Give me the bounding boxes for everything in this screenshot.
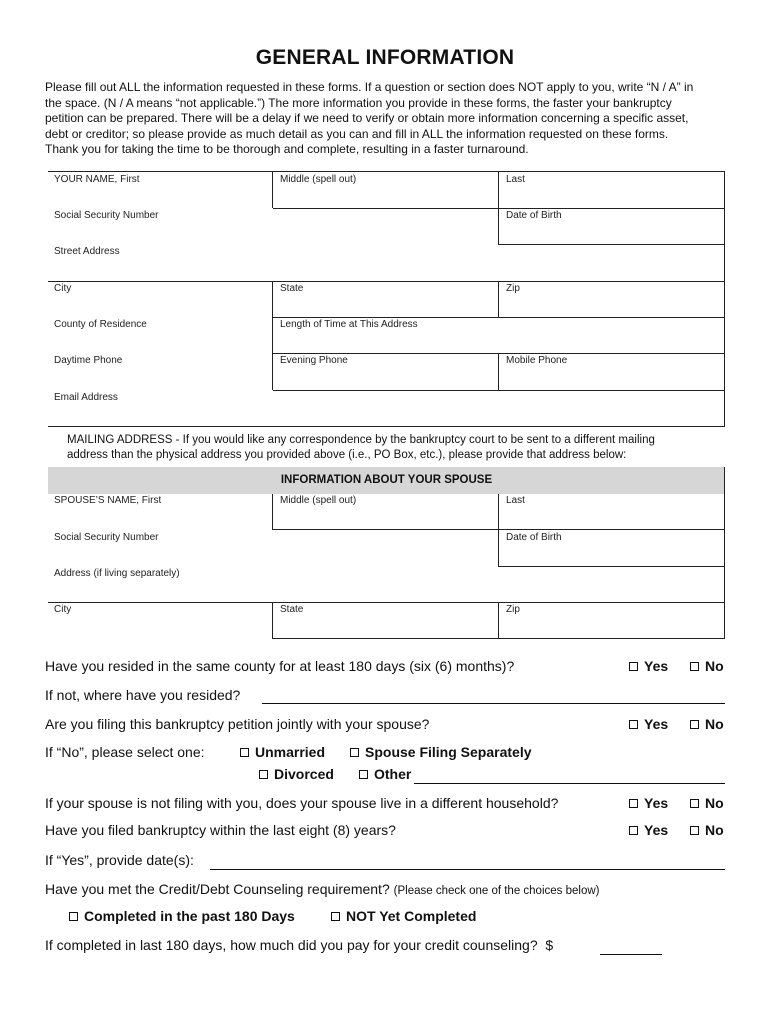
checkbox-icon	[690, 799, 699, 808]
label-spouse-zip: Zip	[506, 604, 520, 615]
question-same-county: Have you resided in the same county for at least 180 days (six (6) months)?	[45, 658, 515, 674]
label-email: Email Address	[54, 392, 118, 403]
spouse-name-last-input[interactable]	[499, 508, 724, 529]
label-length-at-address: Length of Time at This Address	[280, 319, 418, 330]
intro-line: Thank you for taking the time to be thorough and complete, resulting in a faster turnaround.	[45, 142, 529, 156]
filed-bankruptcy-yes-checkbox[interactable]: Yes	[629, 822, 668, 838]
label-county: County of Residence	[54, 319, 147, 330]
same-county-yes-checkbox[interactable]: Yes	[629, 658, 668, 674]
checkbox-icon	[629, 720, 638, 729]
other-input[interactable]	[414, 783, 725, 784]
label-spouse-name-first: SPOUSE’S NAME, First	[54, 495, 162, 506]
question-credit-counseling: Have you met the Credit/Debt Counseling requirement? (Please check one of the choices below)	[45, 881, 600, 897]
label-city: City	[54, 283, 72, 294]
question-where-resided: If not, where have you resided?	[45, 687, 241, 703]
label-spouse-city: City	[54, 604, 72, 615]
mailing-line: address than the physical address you provided above (i.e., PO Box, etc.), please provide that address below:	[67, 449, 627, 461]
checkbox-icon	[629, 799, 638, 808]
intro-line: Please fill out ALL the information requested in these forms. If a question or section does NOT apply to you, write “N / A” in	[45, 80, 694, 94]
label-zip: Zip	[506, 283, 520, 294]
spouse-name-first-input[interactable]	[48, 508, 272, 529]
label-ssn: Social Security Number	[54, 210, 159, 221]
checkbox-icon	[629, 826, 638, 835]
credit-counseling-note: (Please check one of the choices below)	[393, 885, 600, 897]
divorced-checkbox[interactable]: Divorced	[259, 766, 334, 782]
label-dob: Date of Birth	[506, 210, 562, 221]
spouse-name-middle-input[interactable]	[273, 508, 498, 529]
mailing-line: MAILING ADDRESS - If you would like any correspondence by the bankruptcy court to be sent to a different mailing	[67, 434, 655, 446]
spouse-header-title: INFORMATION ABOUT YOUR SPOUSE	[280, 474, 493, 486]
not-yet-completed-checkbox[interactable]: NOT Yet Completed	[331, 908, 476, 924]
intro-line: the space. (N / A means “not applicable.”) The more information you provide in these forms, the faster your bankruptcy	[45, 95, 672, 110]
checkbox-icon	[350, 748, 359, 757]
other-checkbox[interactable]: Other	[359, 766, 411, 782]
question-counseling-amount: If completed in last 180 days, how much did you pay for your credit counseling? $	[45, 937, 554, 953]
label-spouse-ssn: Social Security Number	[54, 532, 159, 543]
checkbox-icon	[690, 662, 699, 671]
question-filed-bankruptcy: Have you filed bankruptcy within the last eight (8) years?	[45, 822, 396, 838]
same-county-no-checkbox[interactable]: No	[690, 658, 724, 674]
label-mobile-phone: Mobile Phone	[506, 355, 568, 366]
label-your-name-first: YOUR NAME, First	[54, 174, 140, 185]
completed-180-days-checkbox[interactable]: Completed in the past 180 Days	[69, 908, 295, 924]
spouse-zip-input[interactable]	[499, 616, 724, 638]
label-daytime-phone: Daytime Phone	[54, 355, 123, 366]
checkbox-icon	[240, 748, 249, 757]
checkbox-icon	[259, 770, 268, 779]
currency-symbol: $	[545, 937, 554, 953]
filed-bankruptcy-no-checkbox[interactable]: No	[690, 822, 724, 838]
checkbox-icon	[69, 912, 78, 921]
page-title: GENERAL INFORMATION	[255, 46, 515, 69]
checkbox-icon	[331, 912, 340, 921]
label-spouse-state: State	[280, 604, 304, 615]
spouse-state-input[interactable]	[273, 616, 498, 638]
label-state: State	[280, 283, 304, 294]
question-filing-jointly: Are you filing this bankruptcy petition jointly with your spouse?	[45, 716, 430, 732]
filing-jointly-no-checkbox[interactable]: No	[690, 716, 724, 732]
intro-line: petition can be prepared. There will be a delay if we need to verify or obtain more information concerning a specific asset,	[45, 111, 689, 125]
label-spouse-address: Address (if living separately)	[54, 568, 180, 579]
label-spouse-last: Last	[506, 495, 525, 506]
checkbox-icon	[690, 720, 699, 729]
question-spouse-different-household: If your spouse is not filing with you, does your spouse live in a different household?	[45, 795, 559, 811]
label-street-address: Street Address	[54, 246, 120, 257]
filing-jointly-yes-checkbox[interactable]: Yes	[629, 716, 668, 732]
question-if-no-select: If “No”, please select one:	[45, 744, 205, 760]
unmarried-checkbox[interactable]: Unmarried	[240, 744, 325, 760]
label-last: Last	[506, 174, 525, 185]
where-resided-input[interactable]	[262, 703, 725, 704]
label-spouse-middle: Middle (spell out)	[280, 495, 357, 506]
different-household-yes-checkbox[interactable]: Yes	[629, 795, 668, 811]
label-middle: Middle (spell out)	[280, 174, 357, 185]
intro-line: debt or creditor; so please provide as much detail as you can and fill in ALL the information requested on these forms.	[45, 126, 669, 141]
spouse-dob-input[interactable]	[499, 544, 724, 566]
different-household-no-checkbox[interactable]: No	[690, 795, 724, 811]
label-evening-phone: Evening Phone	[280, 355, 348, 366]
label-spouse-dob: Date of Birth	[506, 532, 562, 543]
question-provide-dates: If “Yes”, provide date(s):	[45, 852, 194, 868]
checkbox-icon	[629, 662, 638, 671]
bankruptcy-dates-input[interactable]	[210, 869, 725, 870]
counseling-amount-input[interactable]	[600, 954, 662, 955]
checkbox-icon	[359, 770, 368, 779]
checkbox-icon	[690, 826, 699, 835]
spouse-filing-separately-checkbox[interactable]: Spouse Filing Separately	[350, 744, 532, 760]
spouse-ssn-input[interactable]	[48, 544, 498, 566]
spouse-address-input[interactable]	[48, 580, 724, 602]
spouse-city-input[interactable]	[48, 616, 272, 638]
